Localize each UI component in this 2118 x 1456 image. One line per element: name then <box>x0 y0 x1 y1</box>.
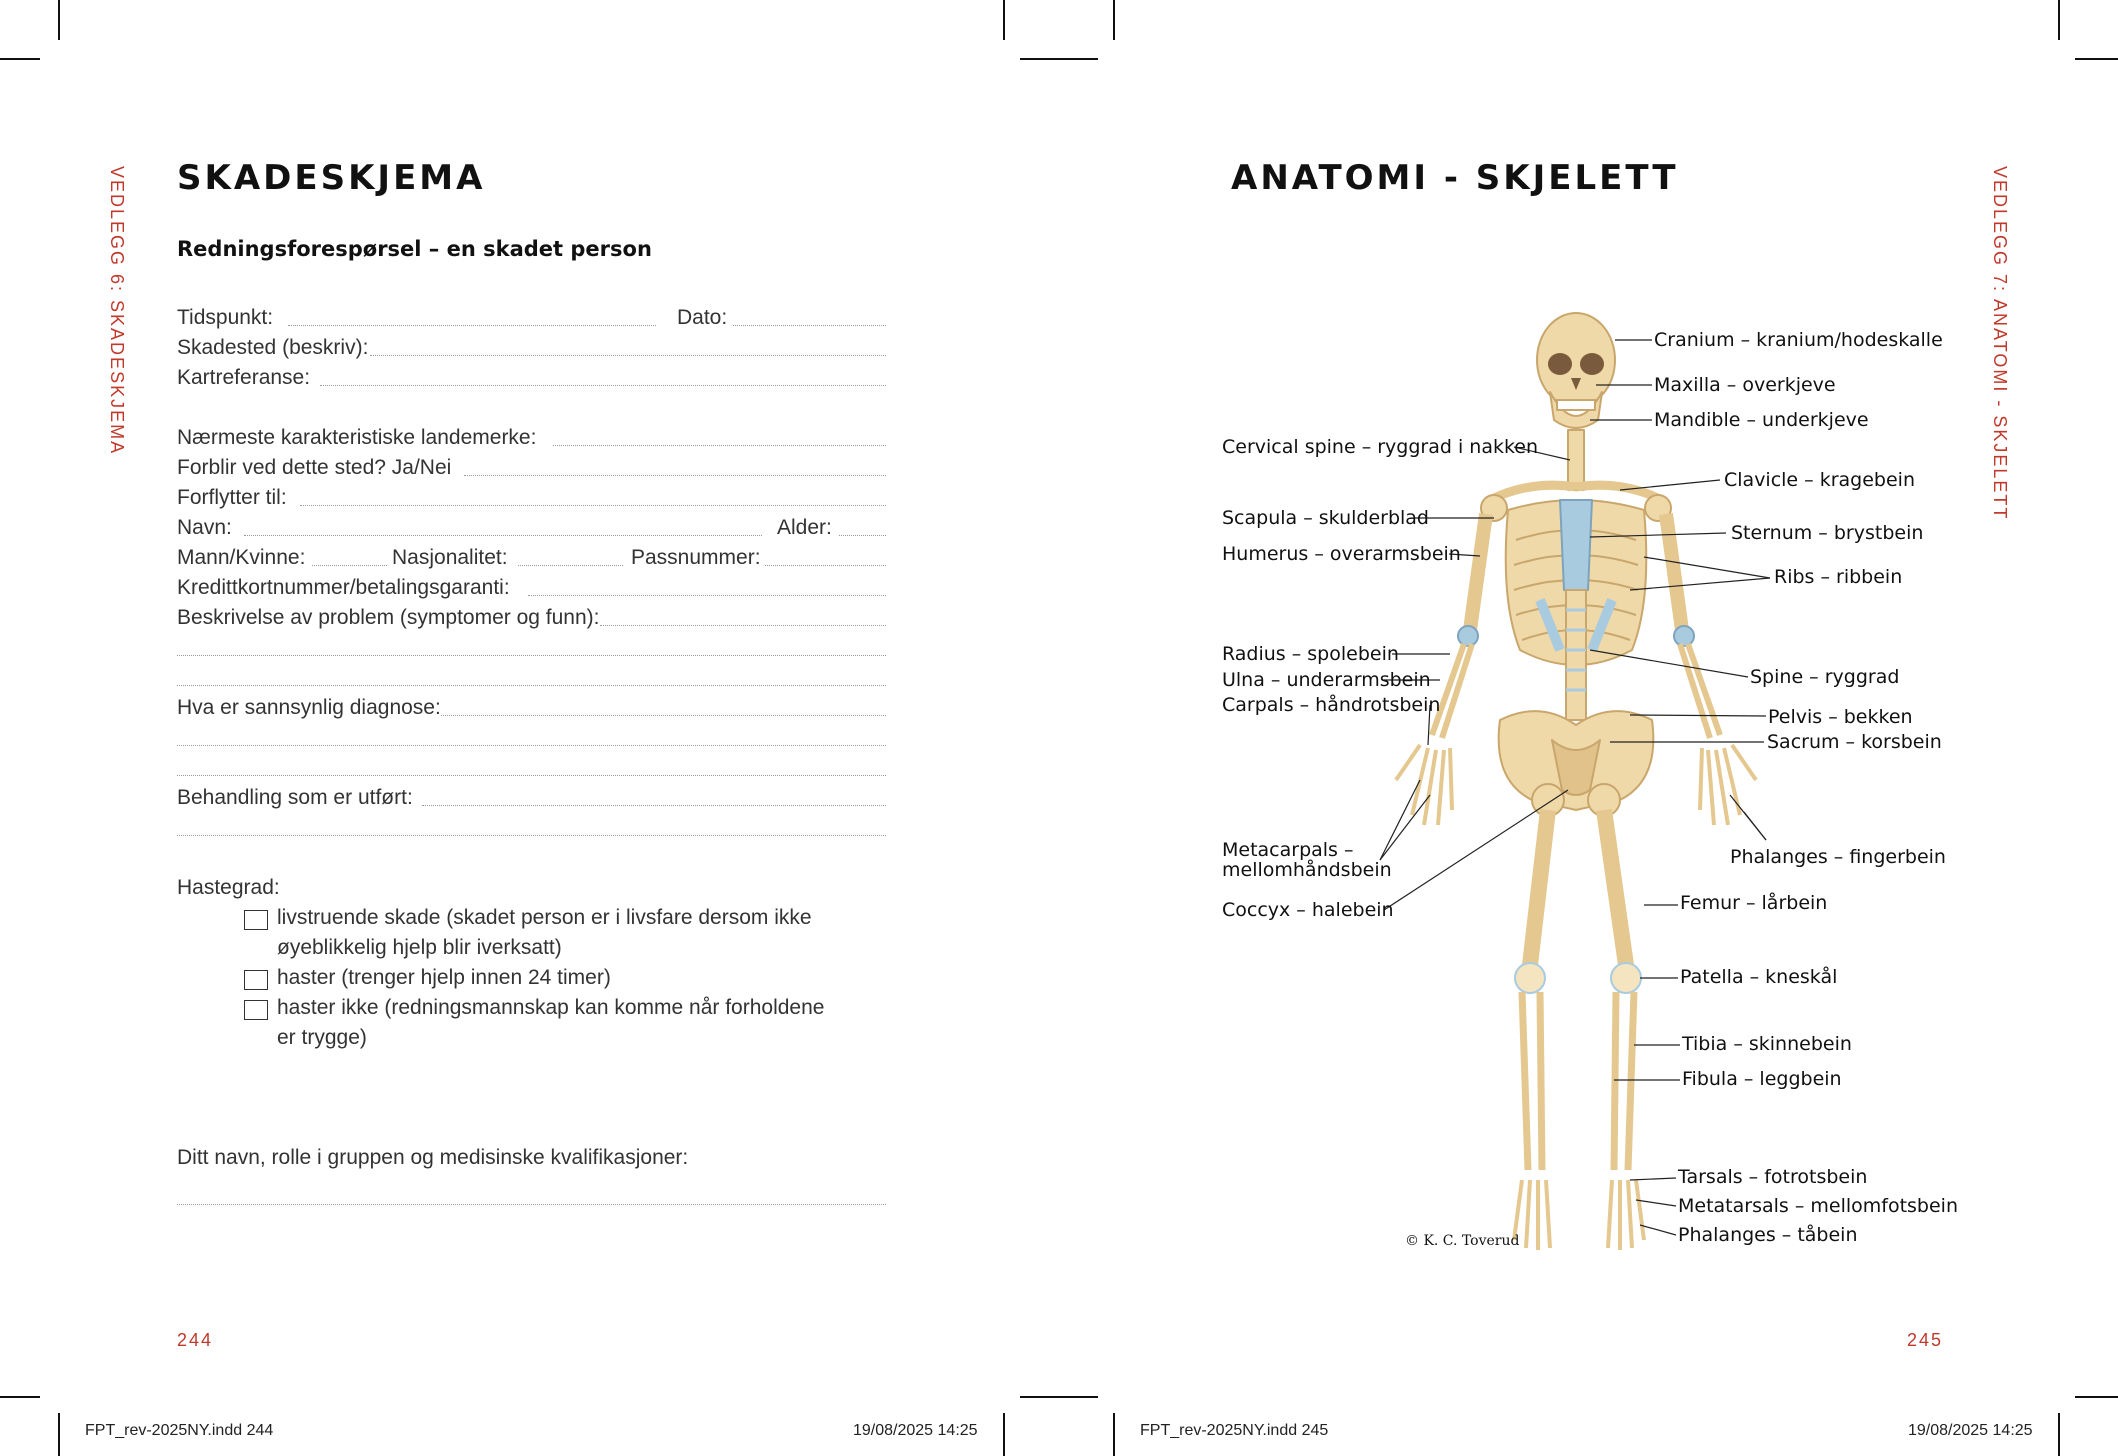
label-pelvis: Pelvis – bekken <box>1768 706 1913 728</box>
slug-file-right: FPT_rev-2025NY.indd 245 <box>1140 1422 1329 1439</box>
side-label-right: VEDLEGG 7: ANATOMI - SKJELETT <box>1990 166 2010 521</box>
form-subtitle: Redningsforespørsel – en skadet person <box>177 237 652 261</box>
hastegrad-label: Hastegrad: <box>177 876 280 899</box>
urgency-option-text: haster ikke (redningsmannskap kan komme når forholdene <box>277 996 825 1019</box>
navn-label: Navn: <box>177 516 232 539</box>
label-scapula: Scapula – skulderblad <box>1222 507 1429 529</box>
copyright: © K. C. Toverud <box>1405 1233 1520 1249</box>
slug-date-left: 19/08/2025 14:25 <box>853 1422 978 1439</box>
label-clavicle: Clavicle – kragebein <box>1724 469 1915 491</box>
label-patella: Patella – kneskål <box>1680 966 1838 988</box>
forflytter-label: Forflytter til: <box>177 486 287 509</box>
label-metacarpals: Metacarpals – <box>1222 839 1354 861</box>
label-phalanges-foot: Phalanges – tåbein <box>1678 1224 1858 1246</box>
label-radius: Radius – spolebein <box>1222 643 1399 665</box>
slug-file-left: FPT_rev-2025NY.indd 244 <box>85 1422 274 1439</box>
kjonn-label: Mann/Kvinne: <box>177 546 306 569</box>
label-maxilla: Maxilla – overkjeve <box>1654 374 1836 396</box>
label-metatarsals: Metatarsals – mellomfotsbein <box>1678 1195 1958 1217</box>
label-carpals: Carpals – håndrotsbein <box>1222 694 1441 716</box>
skadested-label: Skadested (beskriv): <box>177 336 369 359</box>
tidspunkt-label: Tidspunkt: <box>177 306 274 329</box>
label-spine: Spine – ryggrad <box>1750 666 1900 688</box>
slug-date-right: 19/08/2025 14:25 <box>1908 1422 2033 1439</box>
label-mandible: Mandible – underkjeve <box>1654 409 1869 431</box>
urgency-option-text: livstruende skade (skadet person er i livsfare dersom ikke <box>277 906 812 929</box>
label-fibula: Fibula – leggbein <box>1682 1068 1842 1090</box>
behandling-label: Behandling som er utført: <box>177 786 413 809</box>
forblir-label: Forblir ved dette sted? Ja/Nei <box>177 456 452 479</box>
label-cervical-spine: Cervical spine – ryggrad i nakken <box>1222 436 1539 458</box>
label-coccyx: Coccyx – halebein <box>1222 899 1394 921</box>
label-phalanges-hand: Phalanges – fingerbein <box>1730 846 1946 868</box>
label-tibia: Tibia – skinnebein <box>1682 1033 1852 1055</box>
label-tarsals: Tarsals – fotrotsbein <box>1678 1166 1868 1188</box>
label-femur: Femur – lårbein <box>1680 892 1828 914</box>
diagnose-label: Hva er sannsynlig diagnose: <box>177 696 441 719</box>
label-ulna: Ulna – underarmsbein <box>1222 669 1431 691</box>
ditt-navn-label: Ditt navn, rolle i gruppen og medisinske kvalifikasjoner: <box>177 1146 689 1169</box>
kartreferanse-label: Kartreferanse: <box>177 366 311 389</box>
label-sacrum: Sacrum – korsbein <box>1767 731 1942 753</box>
dato-label: Dato: <box>677 306 728 329</box>
side-label-left: VEDLEGG 6: SKADESKJEMA <box>107 166 127 456</box>
nasjonalitet-label: Nasjonalitet: <box>392 546 508 569</box>
beskrivelse-label: Beskrivelse av problem (symptomer og funn): <box>177 606 600 629</box>
label-humerus: Humerus – overarmsbein <box>1222 543 1461 565</box>
alder-label: Alder: <box>777 516 832 539</box>
passnummer-label: Passnummer: <box>631 546 761 569</box>
urgency-option-text: øyeblikkelig hjelp blir iverksatt) <box>277 936 562 959</box>
landemerke-label: Nærmeste karakteristiske landemerke: <box>177 426 537 449</box>
label-ribs: Ribs – ribbein <box>1774 566 1903 588</box>
page-number-right: 245 <box>1907 1330 1944 1350</box>
page-number-left: 244 <box>177 1330 214 1350</box>
kredittkort-label: Kredittkortnummer/betalingsgaranti: <box>177 576 510 599</box>
label-metacarpals-2: mellomhåndsbein <box>1222 859 1392 881</box>
label-cranium: Cranium – kranium/hodeskalle <box>1654 329 1943 351</box>
urgency-option-text: er trygge) <box>277 1026 367 1049</box>
page-title-left: SKADESKJEMA <box>177 158 486 198</box>
label-sternum: Sternum – brystbein <box>1731 522 1924 544</box>
urgency-option-text: haster (trenger hjelp innen 24 timer) <box>277 966 611 989</box>
page-title-right: ANATOMI - SKJELETT <box>1231 158 1679 198</box>
